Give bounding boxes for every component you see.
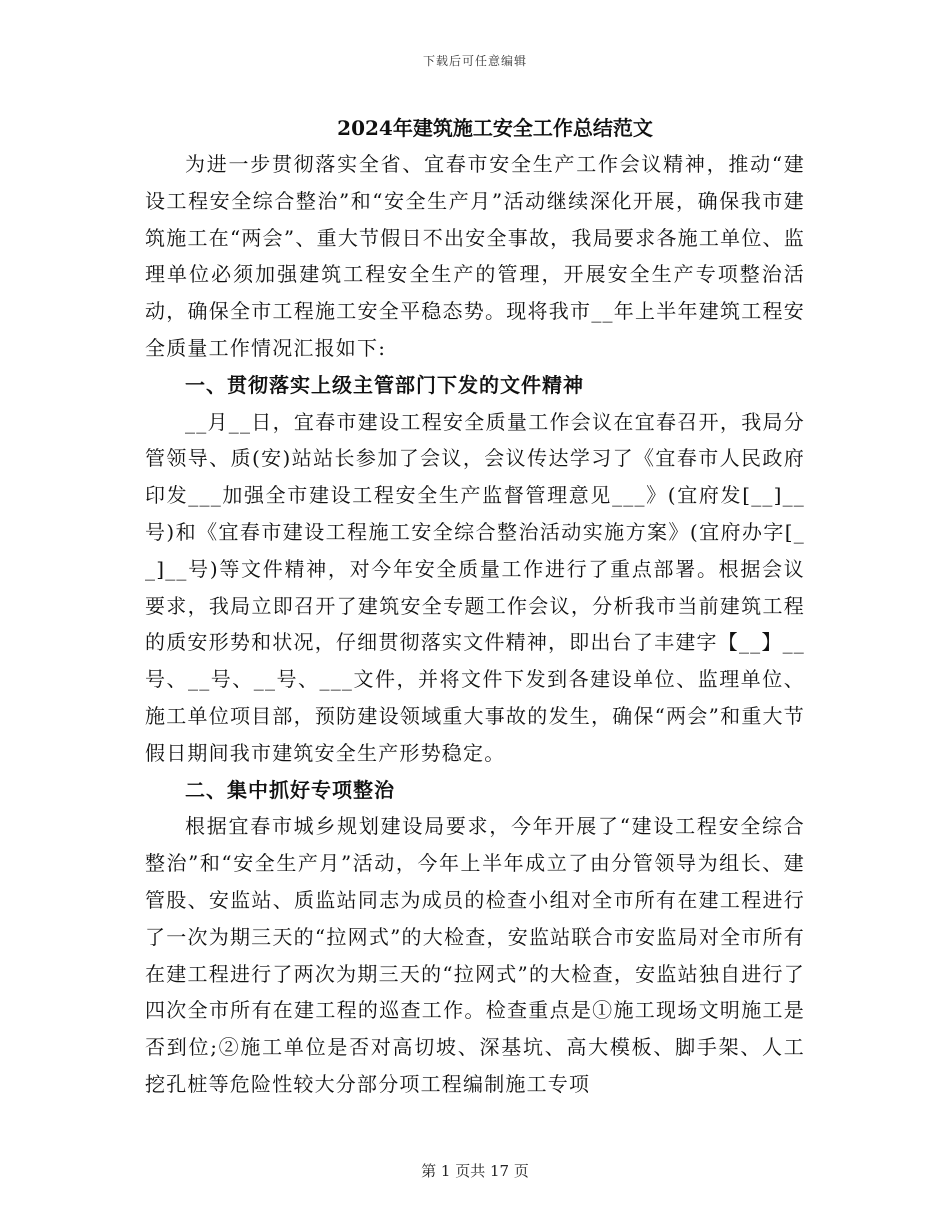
page-number: 第 1 页共 17 页 (421, 1162, 529, 1180)
section-heading-2: 二、集中抓好专项整治 (185, 777, 395, 802)
document-title: 2024年建筑施工安全工作总结范文 (337, 116, 653, 140)
header-note: 下载后可任意编辑 (422, 54, 527, 68)
document-body (145, 110, 805, 1103)
section-paragraph-2: 根据宜春市城乡规划建设局要求，今年开展了“建设工程安全综合整治”和“安全生产月”活动，今年上半年成立了由分管领导为组长、建管股、安监站、质监站同志为成员的检查小组对全市所有在建工程进行了一次为期三天的“拉网式”的大检查，安监站联合市安监局对全市所有在建工程进行了两次为期三天的“拉网式”的大检查，安监站独自进行了四次全市所有在建工程的巡查工作。检查重点是①施工现场文明施工是否到位;②施工单位是否对高切坡、深基坑、高大模板、脚手架、人工挖孔桩等危险性较大分部分项工程编制施工专项 (145, 814, 805, 1096)
section-paragraph-1: __月__日，宜春市建设工程安全质量工作会议在宜春召开，我局分管领导、质(安)站站长参加了会议，会议传达学习了《宜春市人民政府印发___加强全市建设工程安全生产监督管理意见___》(宜府发[__]__号)和《宜春市建设工程施工安全综合整治活动实施方案》(宜府办字[__]__号)等文件精神，对今年安全质量工作进行了重点部署。根据会议要求，我局立即召开了建筑安全专题工作会议，分析我市当前建筑工程的质安形势和状况，仔细贯彻落实文件精神，即出台了丰建字【__】__号、__号、__号、___文件，并将文件下发到各建设单位、监理单位、施工单位项目部，预防建设领域重大事故的发生，确保“两会”和重大节假日期间我市建筑安全生产形势稳定。 (145, 409, 805, 765)
intro-paragraph: 为进一步贯彻落实全省、宜春市安全生产工作会议精神，推动“建设工程安全综合整治”和“安全生产月”活动继续深化开展，确保我市建筑施工在“两会”、重大节假日不出安全事故，我局要求各施工单位、监理单位必须加强建筑工程安全生产的管理，开展安全生产专项整治活动，确保全市工程施工安全平稳态势。现将我市__年上半年建筑工程安全质量工作情况汇报如下: (145, 152, 805, 360)
section-heading-1: 一、贯彻落实上级主管部门下发的文件精神 (185, 372, 584, 397)
